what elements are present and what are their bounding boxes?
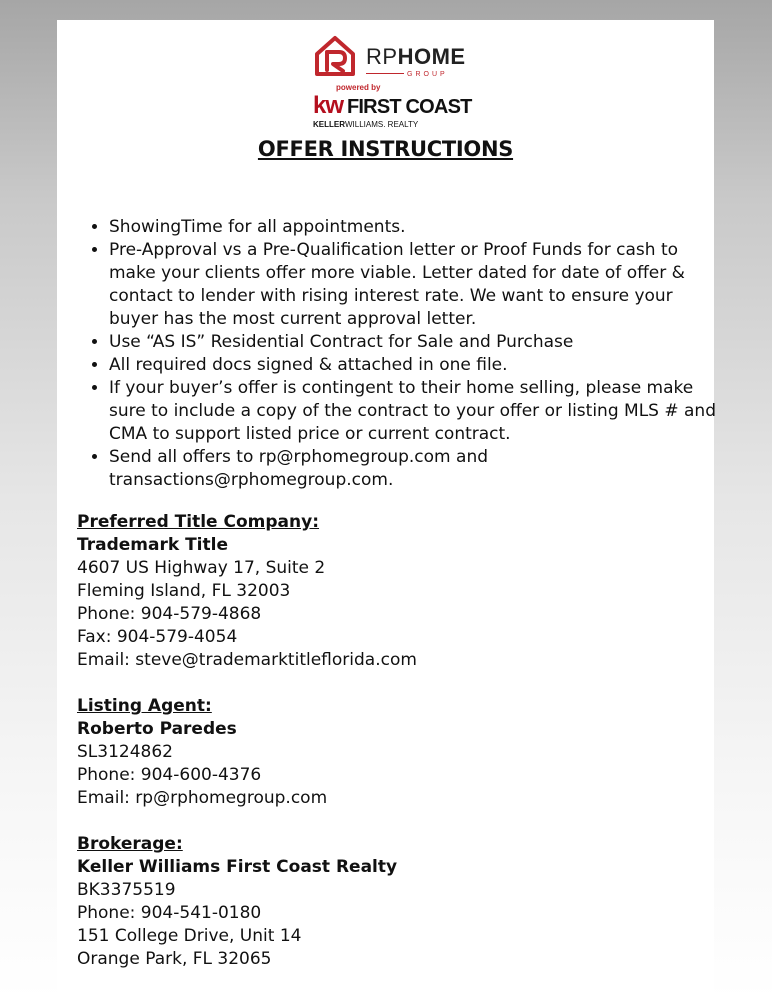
list-item: • Use “AS IS” Residential Contract for Sale and Purchase (109, 331, 719, 354)
brokerage-name: Keller Williams First Coast Realty (77, 857, 398, 877)
list-item: • Pre-Approval vs a Pre-Qualification letter or Proof Funds for cash to make your clients offer more viable. Letter dated for date of offer & contact to lender with rising interest rate. We want to ensure your buyer has the most current approval letter. (109, 239, 719, 331)
house-logo-icon (313, 34, 357, 78)
rphome-group-logo (313, 34, 472, 129)
brokerage-license: BK3375519 (77, 880, 176, 900)
brokerage-city: Orange Park, FL 32065 (77, 949, 272, 969)
title-company-address: 4607 US Highway 17, Suite 2 (77, 558, 326, 578)
title-company-city: Fleming Island, FL 32003 (77, 581, 291, 601)
listing-agent-license: SL3124862 (77, 742, 173, 762)
listing-agent-phone: Phone: 904-600-4376 (77, 765, 262, 785)
brokerage-address: 151 College Drive, Unit 14 (77, 926, 302, 946)
list-item: • If your buyer’s offer is contingent to their home selling, please make sure to include a copy of the contract to your offer or listing MLS # and CMA to support listed price or current contract. (109, 377, 719, 446)
brokerage-phone: Phone: 904-541-0180 (77, 903, 262, 923)
listing-agent-email: Email: rp@rphomegroup.com (77, 788, 328, 808)
title-company-fax: Fax: 904-579-4054 (77, 627, 238, 647)
title-company-name: Trademark Title (77, 535, 228, 555)
title-company-heading: Preferred Title Company: (77, 512, 320, 532)
logo-kw: kw (313, 92, 344, 119)
logo-first-coast: FIRST COAST (347, 96, 472, 118)
logo-powered-by: powered by (336, 83, 381, 92)
title-company-email: Email: steve@trademarktitleflorida.com (77, 650, 417, 670)
title-company-phone: Phone: 904-579-4868 (77, 604, 262, 624)
brokerage-heading: Brokerage: (77, 834, 183, 854)
listing-agent-heading: Listing Agent: (77, 696, 212, 716)
page-title: OFFER INSTRUCTIONS (257, 137, 514, 161)
listing-agent-name: Roberto Paredes (77, 719, 237, 739)
logo-group-text: GROUP (407, 71, 448, 78)
logo-divider (366, 73, 404, 74)
list-item: • All required docs signed & attached in one file. (109, 354, 719, 377)
list-item: • ShowingTime for all appointments. (109, 216, 719, 239)
title-company-section (77, 511, 697, 672)
instructions-list (87, 216, 719, 492)
logo-rphome-text: RPHOME (366, 44, 466, 69)
listing-agent-section (77, 695, 697, 810)
document-page (57, 20, 714, 1000)
brokerage-section (77, 833, 697, 971)
logo-keller-williams-realty: KELLERWILLIAMS. REALTY (313, 120, 419, 129)
list-item: • Send all offers to rp@rphomegroup.com and transactions@rphomegroup.com. (109, 446, 719, 492)
